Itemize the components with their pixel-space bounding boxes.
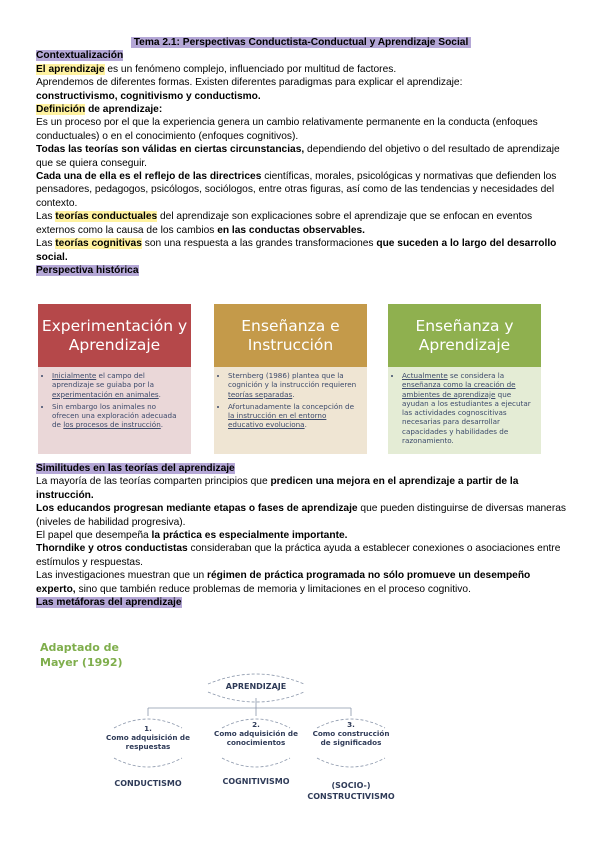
document-title: Tema 2.1: Perspectivas Conductista-Conductual y Aprendizaje Social	[36, 36, 566, 49]
definition-paragraph-3: Cada una de ella es el reflejo de las directrices científicas, morales, psicológicas y normativas que defienden los pensadores, pedagogos, psicólogos, sociólogos, entre otras figuras, así como de las tendencias y necesidades del contexto.	[36, 171, 557, 209]
card-title: Enseñanza e Instrucción	[214, 304, 367, 367]
historical-perspective-cards	[38, 304, 543, 454]
similarities-paragraph-1: La mayoría de las teorías comparten principios que predicen una mejora en el aprendizaje a partir de la instrucción.	[36, 476, 519, 501]
metaphor-3-name: (SOCIO-) CONSTRUCTIVISMO	[307, 781, 395, 801]
context-line-2: Aprendemos de diferentes formas. Existen diferentes paradigmas para explicar el aprendizaje:	[36, 77, 463, 89]
card-experimentacion	[38, 304, 191, 454]
card-bullet: • Sternberg (1986) plantea que la cognición y la instrucción requieren teorías separadas.	[228, 371, 361, 399]
context-line-1: El aprendizaje es un fenómeno complejo, influenciado por multitud de factores.	[36, 63, 397, 75]
card-body	[38, 367, 191, 454]
metaphor-3-label: Como construcción de significados	[312, 729, 390, 747]
metaphor-1-name: CONDUCTISMO	[114, 779, 182, 788]
metaphor-2-number: 2.	[252, 720, 260, 729]
metaphor-1-number: 1.	[144, 724, 152, 733]
section-heading-definicion: Definición de aprendizaje:	[36, 104, 163, 116]
card-ensenanza-aprendizaje	[388, 304, 541, 454]
similarities-paragraph-5: Las investigaciones muestran que un régimen de práctica programada no sólo promueve un desempeño experto, sino que también reduce problemas de memoria y limitaciones en el proceso cognitivo.	[36, 570, 531, 595]
similarities-paragraph-4: Thorndike y otros conductistas consideraban que la práctica ayuda a establecer conexiones o asociaciones entre estímulos y respuestas.	[36, 543, 561, 568]
card-body	[214, 367, 367, 454]
context-line-3: constructivismo, cognitivismo y conductismo.	[36, 90, 261, 102]
card-bullet: • Actualmente se considera la enseñanza como la creación de ambientes de aprendizaje que ayudan a los estudiantes a ejecutar las actividades cognoscitivas necesarias para desarrollar capacidades y habilidades de razonamiento.	[402, 371, 535, 445]
section-heading-perspectiva: Perspectiva histórica	[36, 264, 139, 276]
adapted-from-label: Adaptado de Mayer (1992)	[40, 641, 123, 669]
metaphor-2-label: Como adquisición de conocimientos	[214, 729, 298, 747]
metaphor-1-label: Como adquisición de respuestas	[106, 733, 190, 751]
metaphor-3-number: 3.	[347, 720, 355, 729]
definition-paragraph-1: Es un proceso por el que la experiencia genera un cambio relativamente permanente en la conducta (enfoques conductuales) o en el conocimiento (enfoques cognitivos).	[36, 117, 538, 142]
diagram-root-label: APRENDIZAJE	[225, 682, 287, 691]
similarities-paragraph-3: El papel que desempeña la práctica es especialmente importante.	[36, 530, 348, 542]
card-bullet: • Afortunadamente la concepción de la instrucción en el entorno educativo evoluciona.	[228, 402, 361, 430]
card-title: Experimentación y Aprendizaje	[38, 304, 191, 367]
card-bullet: • Inicialmente el campo del aprendizaje se guiaba por la experimentación en animales.	[52, 371, 185, 399]
definition-paragraph-5: Las teorías cognitivas son una respuesta a las grandes transformaciones que suceden a lo largo del desarrollo social.	[36, 238, 557, 263]
metaphor-2-name: COGNITIVISMO	[222, 777, 290, 786]
learning-metaphors-diagram	[36, 636, 566, 816]
card-title: Enseñanza y Aprendizaje	[388, 304, 541, 367]
section-heading-similitudes: Similitudes en las teorías del aprendizaje	[36, 463, 235, 474]
card-body	[388, 367, 541, 454]
similarities-paragraph-2: Los educandos progresan mediante etapas o fases de aprendizaje que pueden distinguirse de diversas maneras (niveles de habilidad progresiva).	[36, 503, 566, 528]
document-page	[36, 36, 566, 277]
definition-paragraph-2: Todas las teorías son válidas en ciertas circunstancias, dependiendo del objetivo o del resultado de aprendizaje que se quiera conseguir.	[36, 144, 560, 169]
definition-paragraph-4: Las teorías conductuales del aprendizaje son explicaciones sobre el aprendizaje que se enfocan en eventos externos como la causa de los cambios en las conductas observables.	[36, 211, 533, 236]
section-heading-contextualizacion: Contextualización	[36, 50, 124, 62]
card-bullet: • Sin embargo los animales no ofrecen una exploración adecuada de los procesos de instrucción.	[52, 402, 185, 430]
similarities-section	[36, 462, 566, 609]
card-ensenanza-instruccion	[214, 304, 367, 454]
section-heading-metaforas: Las metáforas del aprendizaje	[36, 597, 182, 609]
